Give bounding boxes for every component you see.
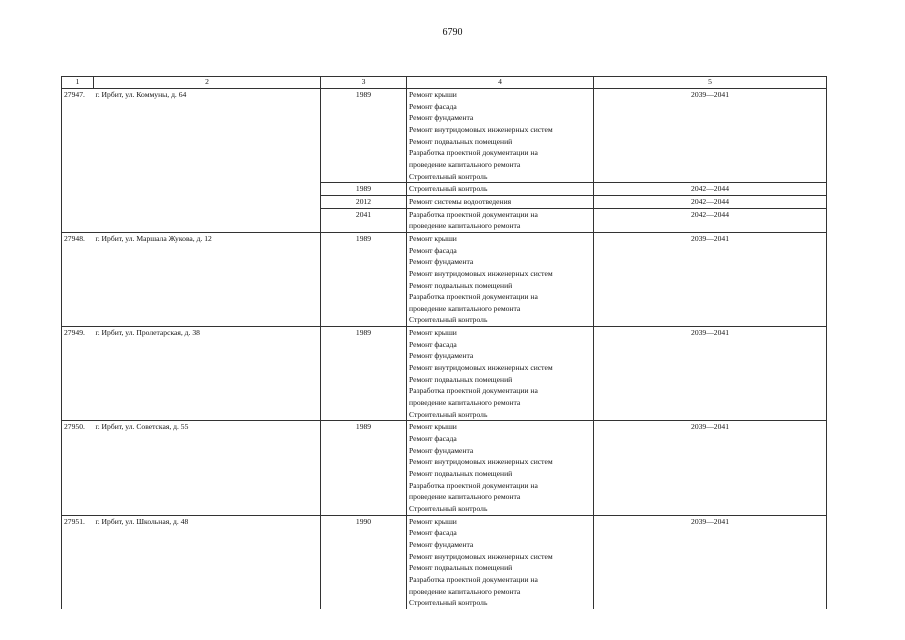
cell-period [594,159,827,171]
cell-work-type: проведение капитального ремонта [407,220,594,232]
cell-year [321,268,407,280]
cell-address [94,409,321,421]
cell-work-type: Ремонт фасада [407,433,594,445]
table-row [62,597,827,609]
table-row [62,268,827,280]
cell-work-type: Ремонт внутридомовых инженерных систем [407,362,594,374]
cell-number [62,491,94,503]
cell-year [321,503,407,515]
cell-number: 27949. [62,327,94,339]
table-row [62,409,827,421]
cell-address [94,456,321,468]
cell-number [62,183,94,196]
table-row [62,136,827,148]
cell-address [94,468,321,480]
cell-period [594,433,827,445]
cell-period [594,124,827,136]
cell-number [62,220,94,232]
cell-period [594,539,827,551]
table-row [62,421,827,433]
table-row [62,171,827,183]
cell-number [62,159,94,171]
cell-period [594,245,827,257]
table-row [62,291,827,303]
cell-address [94,433,321,445]
cell-period [594,374,827,386]
cell-year [321,480,407,492]
cell-work-type: Ремонт внутридомовых инженерных систем [407,551,594,563]
cell-address [94,574,321,586]
table-row [62,515,827,527]
cell-work-type: Разработка проектной документации на [407,574,594,586]
cell-work-type: Строительный контроль [407,597,594,609]
cell-number: 27950. [62,421,94,433]
cell-number [62,374,94,386]
cell-year [321,124,407,136]
cell-year: 1989 [321,232,407,244]
cell-address [94,551,321,563]
cell-year: 2012 [321,195,407,208]
cell-period: 2039—2041 [594,515,827,527]
cell-number [62,362,94,374]
cell-year [321,385,407,397]
cell-address [94,362,321,374]
cell-number [62,433,94,445]
cell-address [94,147,321,159]
cell-year [321,409,407,421]
cell-period [594,586,827,598]
cell-period [594,314,827,326]
capital-repair-table [61,76,827,609]
cell-address [94,171,321,183]
cell-period: 2042—2044 [594,195,827,208]
cell-year [321,445,407,457]
cell-work-type: Ремонт фасада [407,101,594,113]
cell-period [594,256,827,268]
cell-address [94,339,321,351]
cell-work-type: проведение капитального ремонта [407,397,594,409]
cell-period: 2039—2041 [594,327,827,339]
cell-address [94,586,321,598]
cell-year [321,147,407,159]
cell-period [594,397,827,409]
cell-year [321,491,407,503]
cell-year [321,101,407,113]
cell-address: г. Ирбит, ул. Коммуны, д. 64 [94,89,321,101]
cell-period [594,491,827,503]
cell-year: 1989 [321,421,407,433]
cell-address [94,597,321,609]
cell-address [94,208,321,220]
cell-period [594,456,827,468]
cell-address: г. Ирбит, ул. Советская, д. 55 [94,421,321,433]
table-row [62,433,827,445]
cell-year [321,291,407,303]
cell-number [62,385,94,397]
cell-year [321,562,407,574]
cell-address: г. Ирбит, ул. Школьная, д. 48 [94,515,321,527]
cell-number [62,527,94,539]
cell-work-type: Ремонт фасада [407,527,594,539]
cell-year [321,362,407,374]
cell-period [594,527,827,539]
cell-number [62,268,94,280]
cell-period [594,101,827,113]
cell-year [321,456,407,468]
cell-year [321,112,407,124]
table-row [62,89,827,101]
page-number: 6790 [442,27,463,38]
cell-period [594,551,827,563]
cell-period [594,362,827,374]
cell-year [321,280,407,292]
cell-year: 1989 [321,183,407,196]
table-row [62,445,827,457]
table-row [62,491,827,503]
table-row [62,220,827,232]
cell-number [62,339,94,351]
cell-address [94,256,321,268]
table-row [62,574,827,586]
cell-address [94,562,321,574]
cell-period [594,574,827,586]
cell-work-type: Разработка проектной документации на [407,147,594,159]
cell-year [321,586,407,598]
cell-number [62,101,94,113]
cell-period: 2039—2041 [594,89,827,101]
cell-year: 1989 [321,327,407,339]
cell-period: 2042—2044 [594,208,827,220]
table-row [62,456,827,468]
cell-period [594,503,827,515]
cell-year [321,303,407,315]
cell-address [94,397,321,409]
cell-work-type: Ремонт подвальных помещений [407,136,594,148]
cell-work-type: Строительный контроль [407,314,594,326]
cell-period [594,562,827,574]
cell-period [594,339,827,351]
cell-address [94,124,321,136]
cell-period [594,480,827,492]
column-number-1: 1 [62,77,94,89]
table-row [62,208,827,220]
cell-year [321,374,407,386]
column-number-5: 5 [594,77,827,89]
cell-work-type: проведение капитального ремонта [407,159,594,171]
cell-year [321,397,407,409]
table-row [62,562,827,574]
cell-period [594,171,827,183]
cell-period [594,350,827,362]
cell-year [321,597,407,609]
table-row [62,183,827,196]
cell-number [62,112,94,124]
cell-address [94,280,321,292]
cell-year [321,551,407,563]
table-row [62,314,827,326]
cell-address [94,136,321,148]
table-row [62,468,827,480]
cell-work-type: Строительный контроль [407,503,594,515]
cell-period: 2039—2041 [594,232,827,244]
cell-address [94,350,321,362]
table-row [62,280,827,292]
table-row [62,527,827,539]
cell-year [321,574,407,586]
cell-number [62,562,94,574]
cell-work-type: Разработка проектной документации на [407,385,594,397]
table-row [62,551,827,563]
cell-work-type: Ремонт фундамента [407,256,594,268]
cell-address [94,220,321,232]
table-row [62,101,827,113]
cell-work-type: Ремонт крыши [407,421,594,433]
cell-number: 27947. [62,89,94,101]
cell-year [321,339,407,351]
cell-address [94,385,321,397]
cell-number [62,291,94,303]
cell-number [62,147,94,159]
cell-work-type: Ремонт фундамента [407,112,594,124]
cell-number [62,208,94,220]
column-number-3: 3 [321,77,407,89]
cell-period [594,220,827,232]
cell-address [94,491,321,503]
cell-period [594,303,827,315]
table-row [62,586,827,598]
cell-number [62,409,94,421]
cell-period [594,385,827,397]
cell-address [94,101,321,113]
cell-number [62,539,94,551]
cell-number [62,303,94,315]
cell-address [94,183,321,196]
cell-year [321,256,407,268]
cell-number [62,597,94,609]
cell-number [62,397,94,409]
cell-work-type: Ремонт внутридомовых инженерных систем [407,456,594,468]
cell-period [594,136,827,148]
cell-period [594,445,827,457]
cell-number [62,574,94,586]
cell-number [62,350,94,362]
cell-period [594,597,827,609]
cell-year [321,527,407,539]
cell-work-type: Ремонт крыши [407,515,594,527]
cell-year [321,433,407,445]
cell-number [62,171,94,183]
cell-period [594,280,827,292]
cell-year: 1989 [321,89,407,101]
cell-period [594,468,827,480]
cell-address [94,303,321,315]
cell-address [94,291,321,303]
table-row [62,327,827,339]
table-row [62,303,827,315]
column-number-4: 4 [407,77,594,89]
table-row [62,112,827,124]
cell-address [94,159,321,171]
table-row [62,232,827,244]
cell-period [594,147,827,159]
cell-work-type: Строительный контроль [407,183,594,196]
cell-address [94,112,321,124]
cell-work-type: проведение капитального ремонта [407,303,594,315]
cell-number [62,456,94,468]
cell-period: 2042—2044 [594,183,827,196]
cell-work-type: Ремонт крыши [407,327,594,339]
table-row [62,362,827,374]
cell-work-type: Ремонт подвальных помещений [407,468,594,480]
cell-period [594,268,827,280]
cell-address [94,195,321,208]
cell-number [62,468,94,480]
cell-number [62,551,94,563]
cell-work-type: Разработка проектной документации на [407,291,594,303]
cell-period [594,112,827,124]
cell-year [321,350,407,362]
cell-year [321,314,407,326]
cell-number [62,195,94,208]
cell-year: 1990 [321,515,407,527]
cell-period [594,409,827,421]
cell-work-type: Разработка проектной документации на [407,480,594,492]
table-row [62,385,827,397]
cell-year [321,245,407,257]
cell-year [321,539,407,551]
cell-number [62,280,94,292]
cell-number [62,480,94,492]
cell-work-type: Ремонт фундамента [407,539,594,551]
table-row [62,256,827,268]
cell-address [94,268,321,280]
cell-number: 27951. [62,515,94,527]
cell-number [62,586,94,598]
cell-address [94,314,321,326]
cell-address [94,539,321,551]
cell-year: 2041 [321,208,407,220]
cell-address: г. Ирбит, ул. Маршала Жукова, д. 12 [94,232,321,244]
cell-address [94,480,321,492]
cell-address: г. Ирбит, ул. Пролетарская, д. 38 [94,327,321,339]
cell-number [62,445,94,457]
cell-work-type: Строительный контроль [407,409,594,421]
cell-number [62,314,94,326]
cell-work-type: Ремонт системы водоотведения [407,195,594,208]
cell-number [62,245,94,257]
table-row [62,480,827,492]
table-row [62,339,827,351]
table-row [62,374,827,386]
cell-year [321,171,407,183]
cell-work-type: Ремонт крыши [407,232,594,244]
table-row [62,397,827,409]
cell-work-type: Ремонт внутридомовых инженерных систем [407,268,594,280]
cell-address [94,445,321,457]
table-row [62,159,827,171]
cell-work-type: Ремонт фасада [407,245,594,257]
cell-work-type: Ремонт фундамента [407,350,594,362]
cell-work-type: Ремонт внутридомовых инженерных систем [407,124,594,136]
cell-address [94,374,321,386]
cell-period: 2039—2041 [594,421,827,433]
cell-year [321,468,407,480]
cell-work-type: Разработка проектной документации на [407,208,594,220]
cell-work-type: Ремонт фасада [407,339,594,351]
cell-number [62,136,94,148]
cell-work-type: Ремонт подвальных помещений [407,562,594,574]
cell-address [94,503,321,515]
table-row [62,350,827,362]
column-number-2: 2 [94,77,321,89]
cell-year [321,159,407,171]
cell-address [94,245,321,257]
table-row [62,539,827,551]
table-row [62,147,827,159]
cell-work-type: проведение капитального ремонта [407,586,594,598]
cell-work-type: проведение капитального ремонта [407,491,594,503]
cell-number [62,503,94,515]
cell-year [321,136,407,148]
cell-number: 27948. [62,232,94,244]
cell-work-type: Ремонт подвальных помещений [407,374,594,386]
table-row [62,503,827,515]
cell-work-type: Ремонт крыши [407,89,594,101]
cell-number [62,256,94,268]
cell-work-type: Ремонт фундамента [407,445,594,457]
table-body [62,89,827,609]
column-number-row [62,77,827,89]
table-row [62,195,827,208]
cell-address [94,527,321,539]
cell-work-type: Ремонт подвальных помещений [407,280,594,292]
table-row [62,124,827,136]
cell-year [321,220,407,232]
table-row [62,245,827,257]
cell-period [594,291,827,303]
cell-number [62,124,94,136]
cell-work-type: Строительный контроль [407,171,594,183]
